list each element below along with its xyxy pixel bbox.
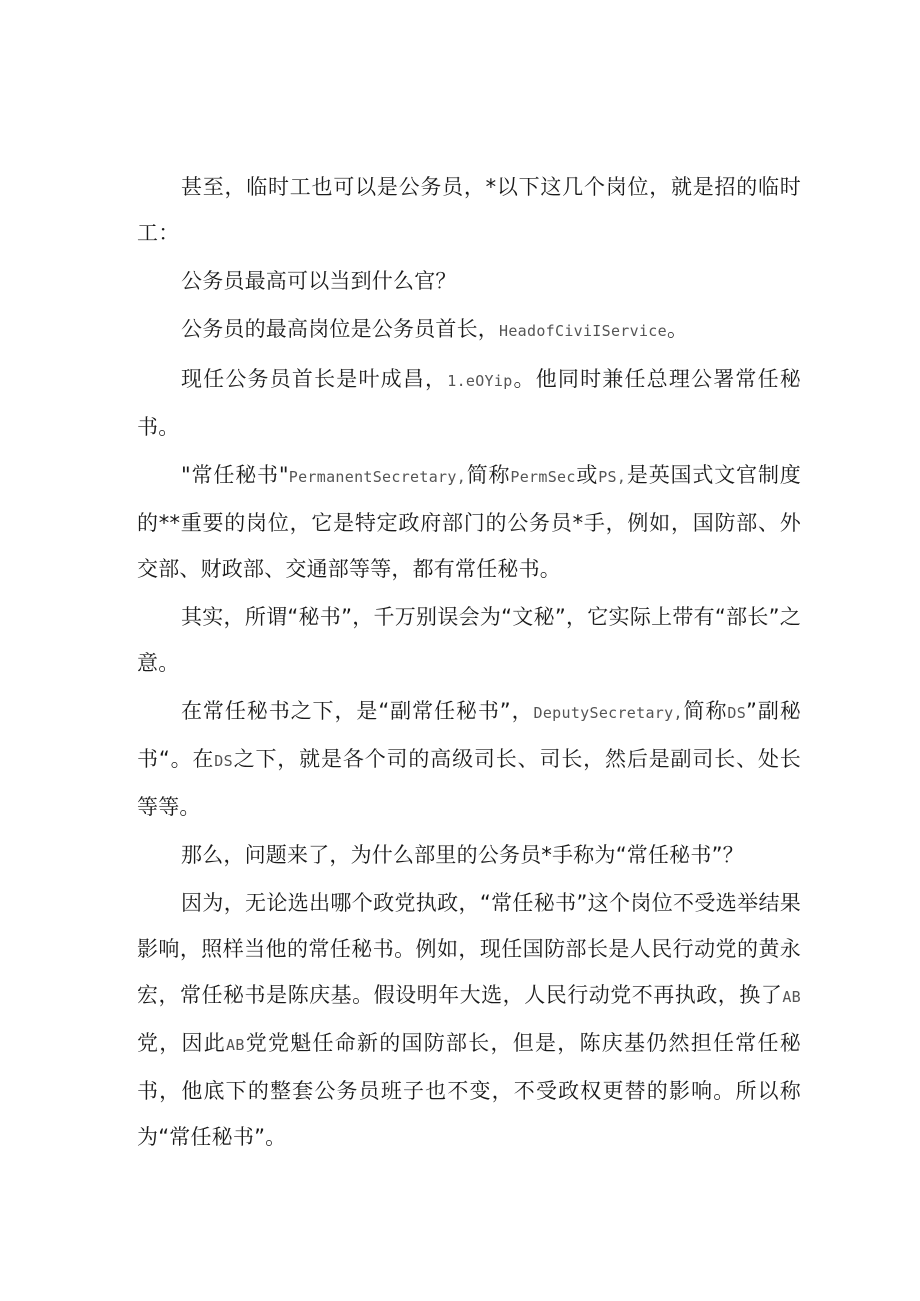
text-run: 党，因此: [137, 1031, 227, 1055]
latin-term: AB: [782, 988, 801, 1006]
paragraph: [137, 306, 801, 354]
latin-term: 1.eOYip: [447, 372, 513, 390]
latin-term: DS: [727, 704, 747, 722]
text-run: 简称: [682, 699, 728, 723]
paragraph: [137, 880, 801, 1160]
text-run: 公务员最高可以当到什么官？: [181, 269, 457, 293]
text-run: 之下，就是各个司的高级司长、司长，然后是副司长、处长等等。: [137, 747, 801, 819]
paragraph: [137, 594, 801, 686]
text-run: 党党魁任命新的国防部长，但是，陈庆基仍然担任常任秘书，他底下的整套公务员班子也不变，不受政权更替的影响。所以称为“常任秘书”。: [137, 1031, 801, 1149]
text-run: 或: [575, 463, 599, 487]
paragraph: [137, 832, 801, 878]
text-run: 甚至，临时工也可以是公务员，*以下这几个岗位，就是招的临时工：: [137, 175, 801, 245]
latin-term: PS,: [598, 468, 627, 486]
paragraph: [137, 452, 801, 592]
text-run: ”副秘书“。在: [137, 699, 801, 771]
text-run: "常任秘书": [181, 463, 289, 487]
text-run: 那么，问题来了，为什么部里的公务员*手称为“常任秘书”？: [181, 843, 744, 867]
latin-term: PermSec: [510, 468, 576, 486]
text-run: 。他同时兼任总理公署常任秘书。: [137, 367, 801, 439]
latin-term: AB: [226, 1036, 245, 1054]
text-run: 因为，无论选出哪个政党执政，“常任秘书”这个岗位不受选举结果影响，照样当他的常任秘书。例如，现任国防部长是人民行动党的黄永宏，常任秘书是陈庆基。假设明年大选，人民行动党不再执政，换了: [137, 891, 801, 1007]
text-run: 简称: [466, 463, 511, 487]
paragraph: [137, 164, 801, 256]
latin-term: HeadofCiviIService: [499, 322, 667, 340]
text-run: 其实，所谓“秘书”，千万别误会为“文秘”，它实际上带有“部长”之意。: [137, 605, 801, 675]
text-run: 公务员的最高岗位是公务员首长，: [181, 317, 499, 341]
latin-term: DS: [214, 752, 233, 770]
latin-term: DeputySecretary,: [533, 704, 683, 722]
paragraph: [137, 688, 801, 830]
paragraph: [137, 356, 801, 450]
paragraph: [137, 258, 801, 304]
document-body: [137, 164, 801, 1160]
text-run: 。: [666, 317, 689, 341]
text-run: 现任公务员首长是叶成昌，: [181, 367, 448, 391]
latin-term: PermanentSecretary,: [288, 468, 467, 486]
text-run: 在常任秘书之下，是“副常任秘书”，: [181, 699, 534, 723]
text-run: 是英国式文官制度的**重要的岗位，它是特定政府部门的公务员*手，例如，国防部、外交部、财政部、交通部等等，都有常任秘书。: [137, 463, 801, 581]
